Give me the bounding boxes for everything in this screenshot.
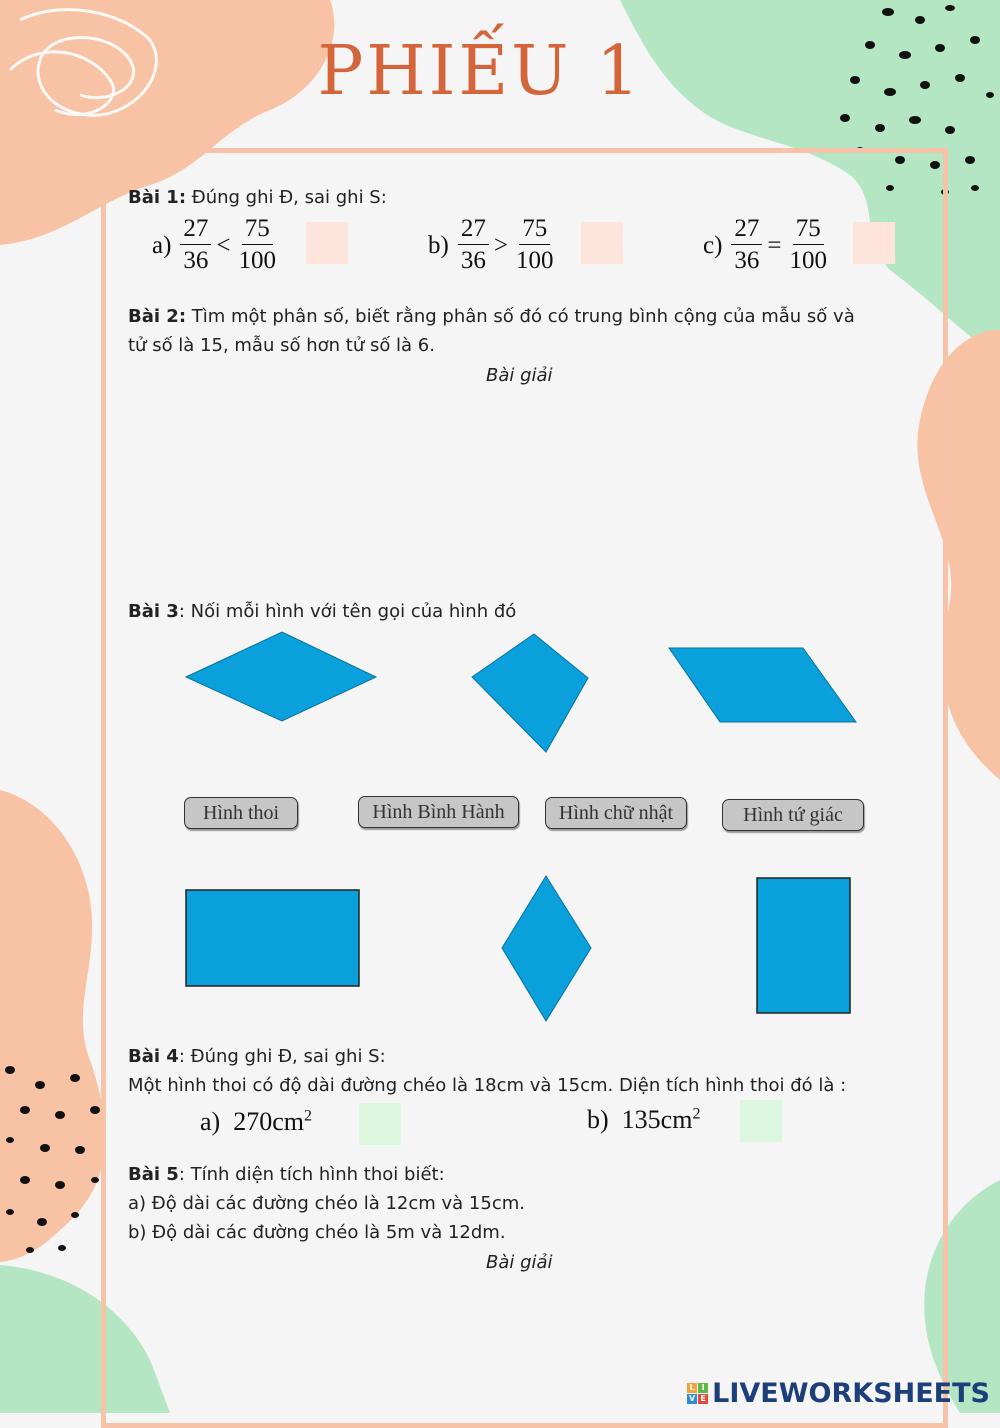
numerator: 27 — [458, 214, 489, 245]
denominator: 100 — [789, 247, 828, 274]
bai4-b-value: 135cm — [621, 1105, 693, 1134]
bai4-answer-b-input[interactable] — [740, 1100, 782, 1142]
bai1-b-label: b) — [428, 231, 449, 259]
shape-rectangle-tall[interactable] — [757, 878, 850, 1013]
bai2-solution-heading: Bài giải — [486, 365, 553, 386]
bai3-label: Bài 3 — [128, 601, 179, 622]
bai4-answer-a-input[interactable] — [359, 1103, 401, 1145]
shape-parallelogram[interactable] — [669, 648, 856, 722]
denominator: 100 — [515, 247, 554, 274]
bai4-b-label: b) — [587, 1105, 609, 1134]
comparison-operator: < — [216, 231, 231, 259]
bai2-text: Tìm một phân số, biết rằng phân số đó có trung bình cộng của mẫu số và — [186, 306, 855, 327]
bai5-solution-heading: Bài giải — [486, 1252, 553, 1273]
numerator: 75 — [519, 214, 550, 245]
bai5-label: Bài 5 — [128, 1164, 179, 1185]
comparison-operator: > — [493, 231, 508, 259]
bai4-text: : Đúng ghi Đ, sai ghi S: — [178, 1046, 386, 1067]
bai5-line-b: b) Độ dài các đường chéo là 5m và 12dm. — [128, 1222, 506, 1243]
bai4-a-value: 270cm — [233, 1107, 304, 1136]
liveworksheets-logo — [687, 1375, 990, 1411]
shape-quadrilateral[interactable] — [472, 634, 588, 752]
shape-rhombus-tall[interactable] — [502, 876, 591, 1021]
numerator: 75 — [242, 214, 273, 245]
bai4-a-exponent: 2 — [303, 1107, 312, 1125]
denominator: 36 — [734, 247, 760, 274]
page-title: PHIẾU 1 — [317, 32, 643, 111]
bai4-b-exponent: 2 — [692, 1105, 701, 1123]
shape-rectangle-wide[interactable] — [186, 890, 359, 986]
denominator: 36 — [183, 247, 209, 274]
bai5-heading — [128, 1160, 445, 1189]
bai2-line2: tử số là 15, mẫu số hơn tử số là 6. — [128, 335, 435, 356]
bai3-text: : Nối mỗi hình với tên gọi của hình đó — [178, 601, 517, 622]
logo-text: LIVEWORKSHEETS — [712, 1377, 990, 1409]
shape-rhombus-wide[interactable] — [186, 632, 376, 721]
logo-mark-icon: L I V E — [687, 1383, 708, 1404]
bai4-heading — [128, 1042, 386, 1071]
bai1-a-label: a) — [152, 231, 172, 259]
bai5-text: : Tính diện tích hình thoi biết: — [178, 1164, 445, 1185]
denominator: 100 — [238, 247, 277, 274]
bai1-text: Đúng ghi Đ, sai ghi S: — [186, 187, 387, 208]
bai1-c-label: c) — [703, 231, 723, 259]
comparison-operator: = — [767, 231, 782, 259]
bai2-label: Bài 2: — [128, 306, 187, 327]
name-label-hinh-thoi[interactable]: Hình thoi — [184, 797, 298, 829]
bai4-answer-a — [200, 1107, 312, 1137]
bai1-label: Bài 1: — [128, 187, 187, 208]
bai5-line-a: a) Độ dài các đường chéo là 12cm và 15cm. — [128, 1193, 525, 1214]
numerator: 75 — [793, 214, 824, 245]
name-label-hinh-tu-giac[interactable]: Hình tứ giác — [722, 799, 864, 831]
denominator: 36 — [460, 247, 486, 274]
name-label-hinh-chu-nhat[interactable]: Hình chữ nhật — [545, 797, 687, 829]
bai4-question: Một hình thoi có độ dài đường chéo là 18cm và 15cm. Diện tích hình thoi đó là : — [128, 1075, 847, 1096]
bai4-label: Bài 4 — [128, 1046, 179, 1067]
name-label-hinh-binh-hanh[interactable]: Hình Bình Hành — [358, 796, 519, 828]
numerator: 27 — [731, 214, 762, 245]
bai4-a-label: a) — [200, 1107, 221, 1136]
numerator: 27 — [180, 214, 211, 245]
bai4-answer-b — [587, 1105, 700, 1135]
